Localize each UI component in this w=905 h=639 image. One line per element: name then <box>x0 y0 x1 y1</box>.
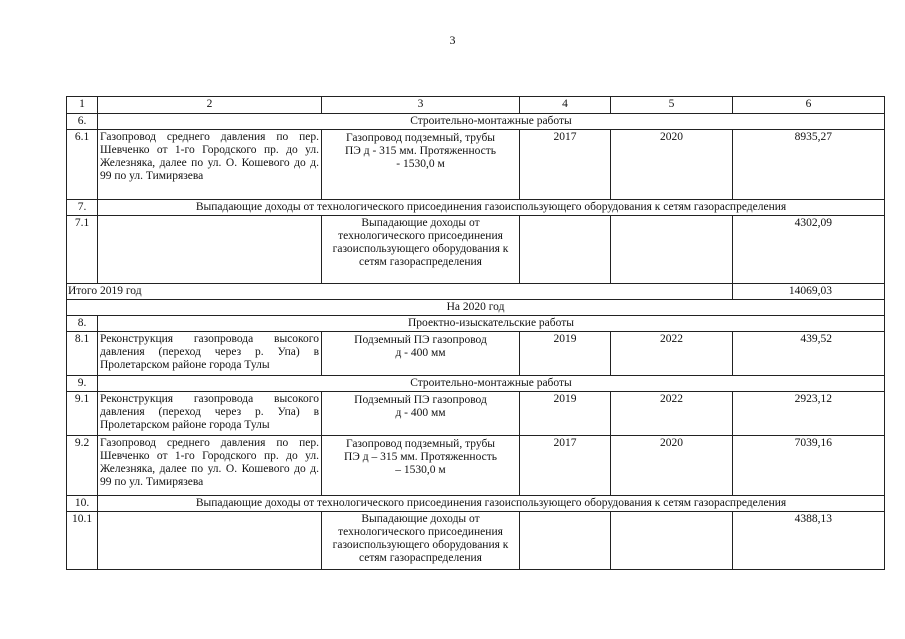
column-header: 4 <box>520 97 611 114</box>
row-number: 9. <box>67 376 98 392</box>
section-row <box>67 496 885 512</box>
section-title: Выпадающие доходы от технологического присоединения газоиспользующего оборудования к сетям газораспределения <box>98 496 885 512</box>
section-row <box>67 114 885 130</box>
amount: 4302,09 <box>733 216 885 284</box>
end-year: 2020 <box>611 436 733 496</box>
table-row <box>67 332 885 376</box>
section-row <box>67 200 885 216</box>
object-spec: Газопровод подземный, трубы ПЭ д - 315 мм. Протяженность - 1530,0 м <box>322 130 520 200</box>
amount: 439,52 <box>733 332 885 376</box>
object-description: Реконструкция газопровода высокого давления (переход через р. Упа) в Пролетарском районе города Тулы <box>98 332 322 376</box>
column-header: 3 <box>322 97 520 114</box>
section-title: Выпадающие доходы от технологического присоединения газоиспользующего оборудования к сетям газораспределения <box>98 200 885 216</box>
object-spec: Подземный ПЭ газопровод д - 400 мм <box>322 332 520 376</box>
section-title: Проектно-изыскательские работы <box>98 316 885 332</box>
column-header: 5 <box>611 97 733 114</box>
object-description <box>98 512 322 570</box>
total-amount: 14069,03 <box>733 284 885 300</box>
total-row <box>67 284 885 300</box>
section-row <box>67 376 885 392</box>
end-year: 2022 <box>611 332 733 376</box>
end-year <box>611 216 733 284</box>
total-label: Итого 2019 год <box>67 284 733 300</box>
amount: 7039,16 <box>733 436 885 496</box>
row-number: 7.1 <box>67 216 98 284</box>
object-spec: Выпадающие доходы от технологического присоединения газоиспользующего оборудования к сетям газораспределения <box>322 512 520 570</box>
table-row <box>67 512 885 570</box>
object-description <box>98 216 322 284</box>
table-row <box>67 392 885 436</box>
section-row <box>67 316 885 332</box>
start-year: 2019 <box>520 392 611 436</box>
start-year <box>520 512 611 570</box>
column-header: 6 <box>733 97 885 114</box>
amount: 2923,12 <box>733 392 885 436</box>
column-header: 2 <box>98 97 322 114</box>
section-title: Строительно-монтажные работы <box>98 114 885 130</box>
header-row <box>67 97 885 114</box>
object-spec: Выпадающие доходы от технологического присоединения газоиспользующего оборудования к сетям газораспределения <box>322 216 520 284</box>
year-title: На 2020 год <box>67 300 885 316</box>
end-year: 2020 <box>611 130 733 200</box>
page-number: 3 <box>449 33 456 47</box>
amount: 8935,27 <box>733 130 885 200</box>
object-description: Реконструкция газопровода высокого давления (переход через р. Упа) в Пролетарском районе города Тулы <box>98 392 322 436</box>
column-header: 1 <box>67 97 98 114</box>
row-number: 10. <box>67 496 98 512</box>
table-row <box>67 216 885 284</box>
start-year: 2017 <box>520 130 611 200</box>
object-description: Газопровод среднего давления по пер. Шевченко от 1-го Городского пр. до ул. Железняка, далее по ул. О. Кошевого до д. 99 по ул. Тимирязева <box>98 130 322 200</box>
investment-table <box>66 96 885 570</box>
end-year: 2022 <box>611 392 733 436</box>
start-year: 2019 <box>520 332 611 376</box>
row-number: 8. <box>67 316 98 332</box>
year-row <box>67 300 885 316</box>
row-number: 9.1 <box>67 392 98 436</box>
row-number: 6.1 <box>67 130 98 200</box>
table-row <box>67 436 885 496</box>
row-number: 10.1 <box>67 512 98 570</box>
amount: 4388,13 <box>733 512 885 570</box>
object-spec: Газопровод подземный, трубы ПЭ д – 315 мм. Протяженность – 1530,0 м <box>322 436 520 496</box>
row-number: 7. <box>67 200 98 216</box>
row-number: 9.2 <box>67 436 98 496</box>
row-number: 8.1 <box>67 332 98 376</box>
end-year <box>611 512 733 570</box>
start-year: 2017 <box>520 436 611 496</box>
table-row <box>67 130 885 200</box>
object-description: Газопровод среднего давления по пер. Шевченко от 1-го Городского пр. до ул. Железняка, далее по ул. О. Кошевого до д. 99 по ул. Тимирязева <box>98 436 322 496</box>
section-title: Строительно-монтажные работы <box>98 376 885 392</box>
row-number: 6. <box>67 114 98 130</box>
start-year <box>520 216 611 284</box>
object-spec: Подземный ПЭ газопровод д - 400 мм <box>322 392 520 436</box>
